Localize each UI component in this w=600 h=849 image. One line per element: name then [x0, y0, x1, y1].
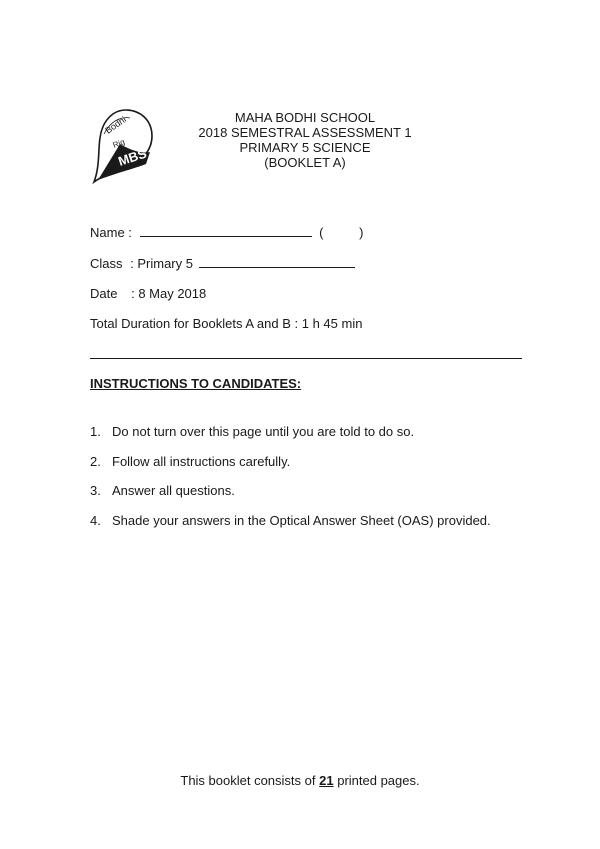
logo-text-mid: Rig [111, 137, 126, 150]
name-label: Name : [90, 225, 132, 240]
class-value: : Primary 5 [130, 256, 193, 271]
date-label: Date [90, 286, 118, 301]
instruction-text: Answer all questions. [112, 483, 235, 498]
logo-text-top: Bodhi [103, 114, 129, 136]
date-field [90, 286, 206, 301]
footer-prefix: This booklet consists of [180, 773, 316, 788]
assessment-title: 2018 SEMESTRAL ASSESSMENT 1 [198, 125, 412, 140]
name-blank [140, 224, 312, 237]
instruction-item [90, 483, 235, 498]
class-blank [199, 255, 355, 268]
document-header [190, 110, 420, 170]
school-logo [90, 104, 156, 184]
name-paren-close: ) [359, 225, 364, 240]
instruction-number: 1. [90, 424, 101, 439]
footer-suffix: printed pages. [337, 773, 420, 788]
instruction-number: 3. [90, 483, 101, 498]
booklet-title: (BOOKLET A) [264, 155, 346, 170]
page-count: 21 [319, 773, 334, 788]
subject-title: PRIMARY 5 SCIENCE [239, 140, 371, 155]
instruction-number: 2. [90, 454, 101, 469]
instruction-item [90, 454, 290, 469]
duration-line: Total Duration for Booklets A and B : 1 h 45 min [90, 316, 363, 331]
instruction-item [90, 424, 414, 439]
instructions-title: INSTRUCTIONS TO CANDIDATES: [90, 376, 302, 391]
class-label: Class [90, 256, 123, 271]
name-paren-open: ( [319, 225, 324, 240]
instruction-text: Do not turn over this page until you are told to do so. [112, 424, 415, 439]
instruction-number: 4. [90, 513, 101, 528]
page-count-footer [0, 773, 600, 788]
instruction-text: Shade your answers in the Optical Answer Sheet (OAS) provided. [112, 513, 491, 528]
name-field [90, 224, 363, 240]
date-value: : 8 May 2018 [131, 286, 207, 301]
logo-letters: MBS [116, 145, 149, 169]
instruction-item [90, 513, 491, 528]
divider [90, 358, 522, 359]
school-name: MAHA BODHI SCHOOL [234, 110, 376, 125]
instruction-text: Follow all instructions carefully. [112, 454, 291, 469]
class-field [90, 255, 355, 271]
